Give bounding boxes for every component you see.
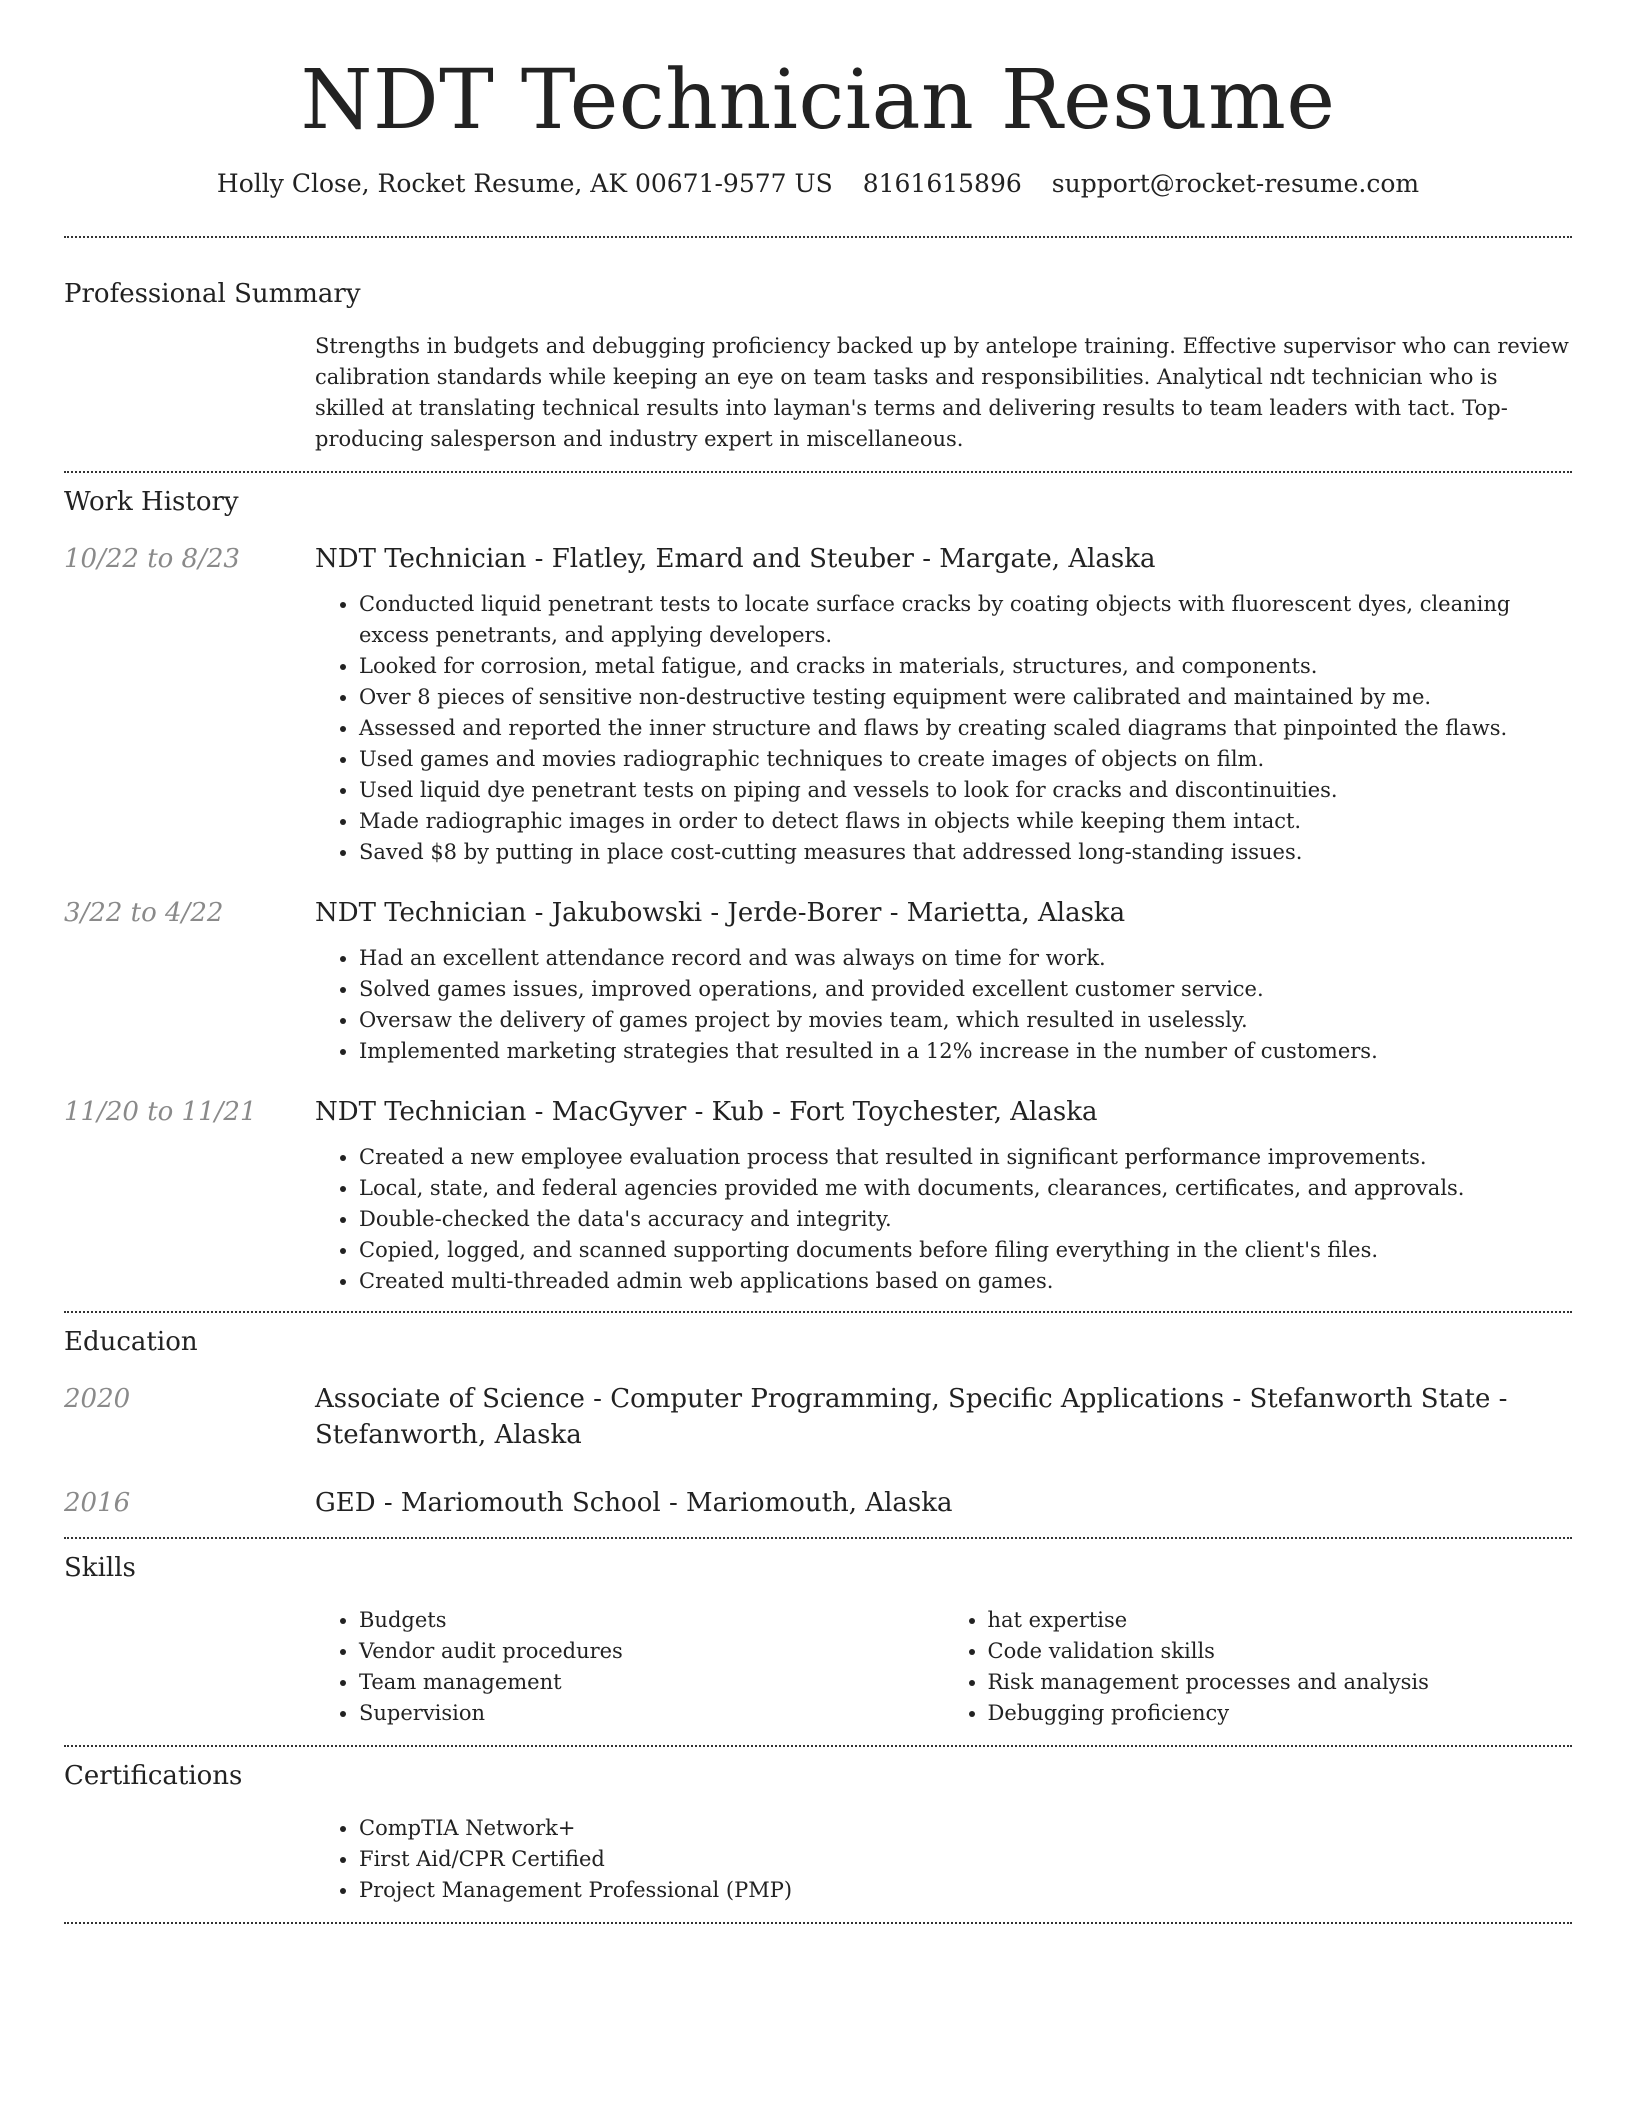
job-heading: NDT Technician - MacGyver - Kub - Fort Toychester, Alaska bbox=[315, 1097, 1098, 1127]
summary-text: Strengths in budgets and debugging proficiency backed up by antelope training. Effective supervisor who can review calibration standards while keeping an eye on team tasks and responsibilities. Analytical ndt technician who is skilled at translating technical results into layman's terms and delivering results to team leaders with tact. Top-producing salesperson and industry expert in miscellaneous. bbox=[315, 334, 1569, 451]
job-heading: NDT Technician - Jakubowski - Jerde-Borer - Marietta, Alaska bbox=[315, 898, 1126, 928]
resume-page bbox=[64, 0, 1572, 1924]
list-item: • Code validation skills bbox=[988, 1636, 1573, 1667]
list-item: • Looked for corrosion, metal fatigue, and cracks in materials, structures, and components. bbox=[359, 651, 1572, 682]
education-year: 2016 bbox=[64, 1488, 131, 1518]
education-text: Associate of Science - Computer Programming, Specific Applications - Stefanworth State - Stefanworth, Alaska bbox=[315, 1384, 1508, 1450]
list-item: • Local, state, and federal agencies provided me with documents, clearances, certificates, and approvals. bbox=[359, 1173, 1572, 1204]
skills-section bbox=[64, 1539, 1572, 1745]
contact-address: Holly Close, Rocket Resume, AK 00671-9577 US bbox=[216, 169, 833, 198]
education-entry bbox=[64, 1485, 1572, 1537]
contact-line bbox=[64, 166, 1572, 202]
list-item: • Risk management processes and analysis bbox=[988, 1667, 1573, 1698]
list-item: • Oversaw the delivery of games project by movies team, which resulted in uselessly. bbox=[359, 1005, 1572, 1036]
section-title-summary: Professional Summary bbox=[64, 279, 361, 309]
list-item: • Assessed and reported the inner structure and flaws by creating scaled diagrams that pinpointed the flaws. bbox=[359, 713, 1572, 744]
list-item: • Created a new employee evaluation process that resulted in significant performance improvements. bbox=[359, 1142, 1572, 1173]
work-history-section bbox=[64, 473, 1572, 1311]
divider bbox=[64, 1922, 1572, 1924]
list-item: • Double-checked the data's accuracy and integrity. bbox=[359, 1204, 1572, 1235]
list-item: • CompTIA Network+ bbox=[359, 1813, 1572, 1844]
job-bullets bbox=[315, 589, 1572, 868]
list-item: • Team management bbox=[359, 1667, 944, 1698]
list-item: • Copied, logged, and scanned supporting documents before filing everything in the client's files. bbox=[359, 1235, 1572, 1266]
job-dates: 10/22 to 8/23 bbox=[64, 544, 240, 574]
summary-section bbox=[64, 238, 1572, 471]
list-item: • First Aid/CPR Certified bbox=[359, 1844, 1572, 1875]
section-title-skills: Skills bbox=[64, 1553, 136, 1583]
skills-list-right bbox=[944, 1605, 1573, 1729]
list-item: • Vendor audit procedures bbox=[359, 1636, 944, 1667]
list-item: • Created multi-threaded admin web applications based on games. bbox=[359, 1266, 1572, 1297]
contact-phone: 8161615896 bbox=[862, 169, 1022, 198]
list-item: • Saved $8 by putting in place cost-cutting measures that addressed long-standing issues. bbox=[359, 837, 1572, 868]
list-item: • Over 8 pieces of sensitive non-destructive testing equipment were calibrated and maintained by me. bbox=[359, 682, 1572, 713]
skills-list-left bbox=[315, 1605, 944, 1729]
list-item: • Used games and movies radiographic techniques to create images of objects on film. bbox=[359, 744, 1572, 775]
list-item: • hat expertise bbox=[988, 1605, 1573, 1636]
job-bullets bbox=[315, 943, 1572, 1067]
list-item: • Supervision bbox=[359, 1698, 944, 1729]
job-heading: NDT Technician - Flatley, Emard and Steuber - Margate, Alaska bbox=[315, 544, 1156, 574]
contact-email: support@rocket-resume.com bbox=[1051, 169, 1420, 198]
list-item: • Conducted liquid penetrant tests to locate surface cracks by coating objects with fluorescent dyes, cleaning excess penetrants, and applying developers. bbox=[359, 589, 1572, 651]
education-entry bbox=[64, 1381, 1572, 1453]
list-item: • Solved games issues, improved operations, and provided excellent customer service. bbox=[359, 974, 1572, 1005]
job-entry bbox=[64, 541, 1572, 868]
list-item: • Made radiographic images in order to detect flaws in objects while keeping them intact. bbox=[359, 806, 1572, 837]
list-item: • Project Management Professional (PMP) bbox=[359, 1875, 1572, 1906]
section-title-certifications: Certifications bbox=[64, 1761, 243, 1791]
education-section bbox=[64, 1313, 1572, 1537]
job-bullets bbox=[315, 1142, 1572, 1297]
job-dates: 3/22 to 4/22 bbox=[64, 898, 224, 928]
list-item: • Debugging proficiency bbox=[988, 1698, 1573, 1729]
job-entry bbox=[64, 895, 1572, 1067]
list-item: • Implemented marketing strategies that resulted in a 12% increase in the number of customers. bbox=[359, 1036, 1572, 1067]
job-dates: 11/20 to 11/21 bbox=[64, 1097, 257, 1127]
education-year: 2020 bbox=[64, 1384, 131, 1414]
job-entry bbox=[64, 1094, 1572, 1311]
certifications-section bbox=[64, 1747, 1572, 1922]
list-item: • Used liquid dye penetrant tests on piping and vessels to look for cracks and discontinuities. bbox=[359, 775, 1572, 806]
certifications-list bbox=[315, 1813, 1572, 1906]
resume-title: NDT Technician Resume bbox=[300, 53, 1336, 148]
section-title-work-history: Work History bbox=[64, 487, 239, 517]
list-item: • Budgets bbox=[359, 1605, 944, 1636]
education-text: GED - Mariomouth School - Mariomouth, Alaska bbox=[315, 1488, 953, 1518]
section-title-education: Education bbox=[64, 1327, 198, 1357]
list-item: • Had an excellent attendance record and was always on time for work. bbox=[359, 943, 1572, 974]
